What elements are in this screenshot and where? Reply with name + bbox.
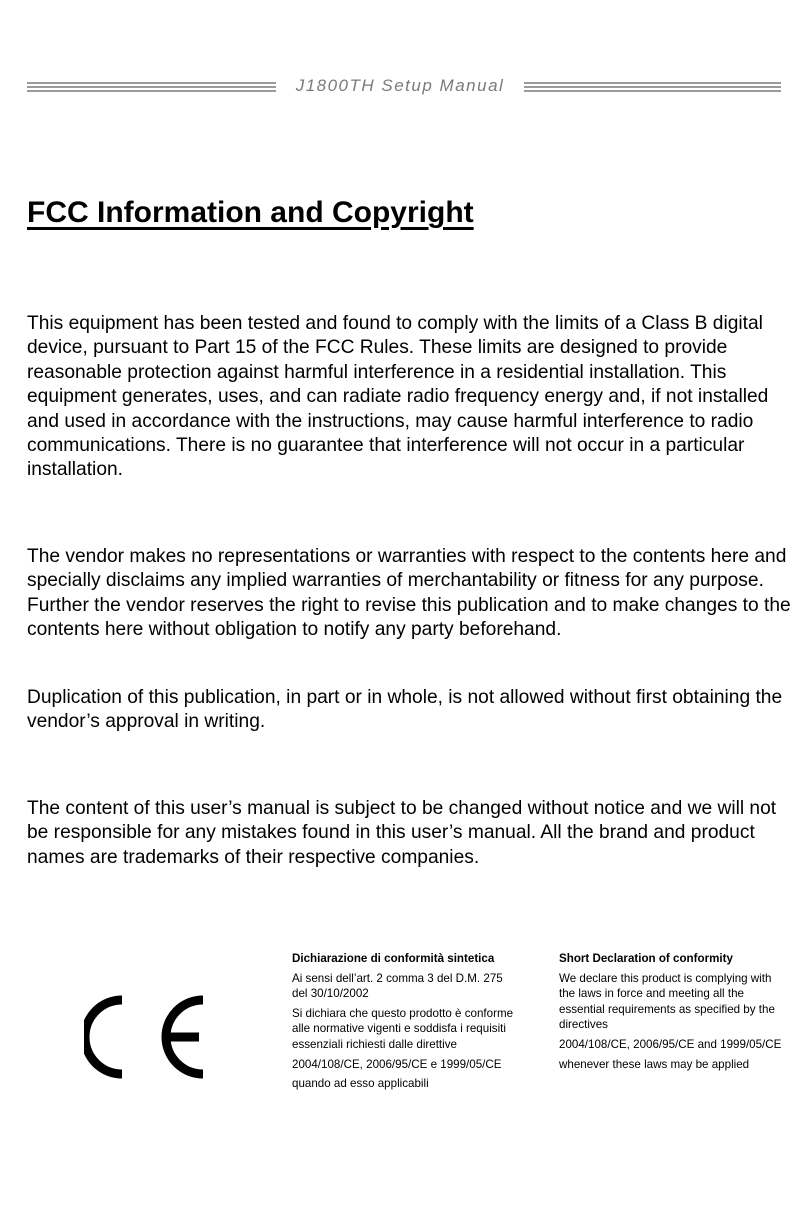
- page-header: [27, 72, 781, 102]
- declaration-italian-line: 2004/108/CE, 2006/95/CE e 1999/05/CE: [292, 1057, 502, 1071]
- declaration-italian-title: Dichiarazione di conformità sintetica: [292, 952, 495, 965]
- header-rule-left: [27, 82, 276, 93]
- trademark-paragraph: The content of this user’s manual is subject to be changed without notice and we will not be responsible for any mistakes found in this user’s manual. All the brand and product names are trademarks of their respective companies.: [27, 798, 777, 868]
- ce-mark-icon: [84, 995, 208, 1079]
- fcc-paragraph: This equipment has been tested and found to comply with the limits of a Class B digital device, pursuant to Part 15 of the FCC Rules. These limits are designed to provide reasonable protection against harmful interference in a residential installation. This equipment generates, uses, and can radiate radio frequency energy and, if not installed and used in accordance with the instructions, may cause harmful interference to radio communications. There is no guarantee that interference will not occur in a particular installation.: [27, 313, 769, 481]
- warranty-paragraph: The vendor makes no representations or warranties with respect to the contents here and specially disclaims any implied warranties of merchantability or fitness for any purpose. Further the vendor reserves the right to revise this publication and to make changes to the contents here without obligation to notify any party beforehand.: [27, 546, 791, 641]
- declaration-english-line: We declare this product is complying with the laws in force and meeting all the essential requirements as specified by the directives: [559, 971, 775, 1032]
- declaration-italian: [292, 951, 520, 1096]
- duplication-paragraph: Duplication of this publication, in part or in whole, is not allowed without first obtaining the vendor’s approval in writing.: [27, 687, 783, 733]
- page-title: FCC Information and Copyright: [27, 196, 474, 229]
- declaration-english-line: 2004/108/CE, 2006/95/CE and 1999/05/CE: [559, 1037, 782, 1051]
- declaration-italian-line: Ai sensi dell’art. 2 comma 3 del D.M. 275 del 30/10/2002: [292, 971, 503, 1001]
- declaration-italian-line: quando ad esso applicabili: [292, 1077, 429, 1091]
- declaration-english: [559, 951, 787, 1076]
- declaration-italian-line: Si dichiara che questo prodotto è conforme alle normative vigenti e soddisfa i requisiti essenziali richiesti dalle direttive: [292, 1006, 514, 1051]
- header-title: J1800TH Setup Manual: [295, 76, 505, 95]
- declaration-english-title: Short Declaration of conformity: [559, 952, 733, 965]
- header-rule-right: [524, 82, 781, 93]
- declaration-english-line: whenever these laws may be applied: [559, 1057, 750, 1071]
